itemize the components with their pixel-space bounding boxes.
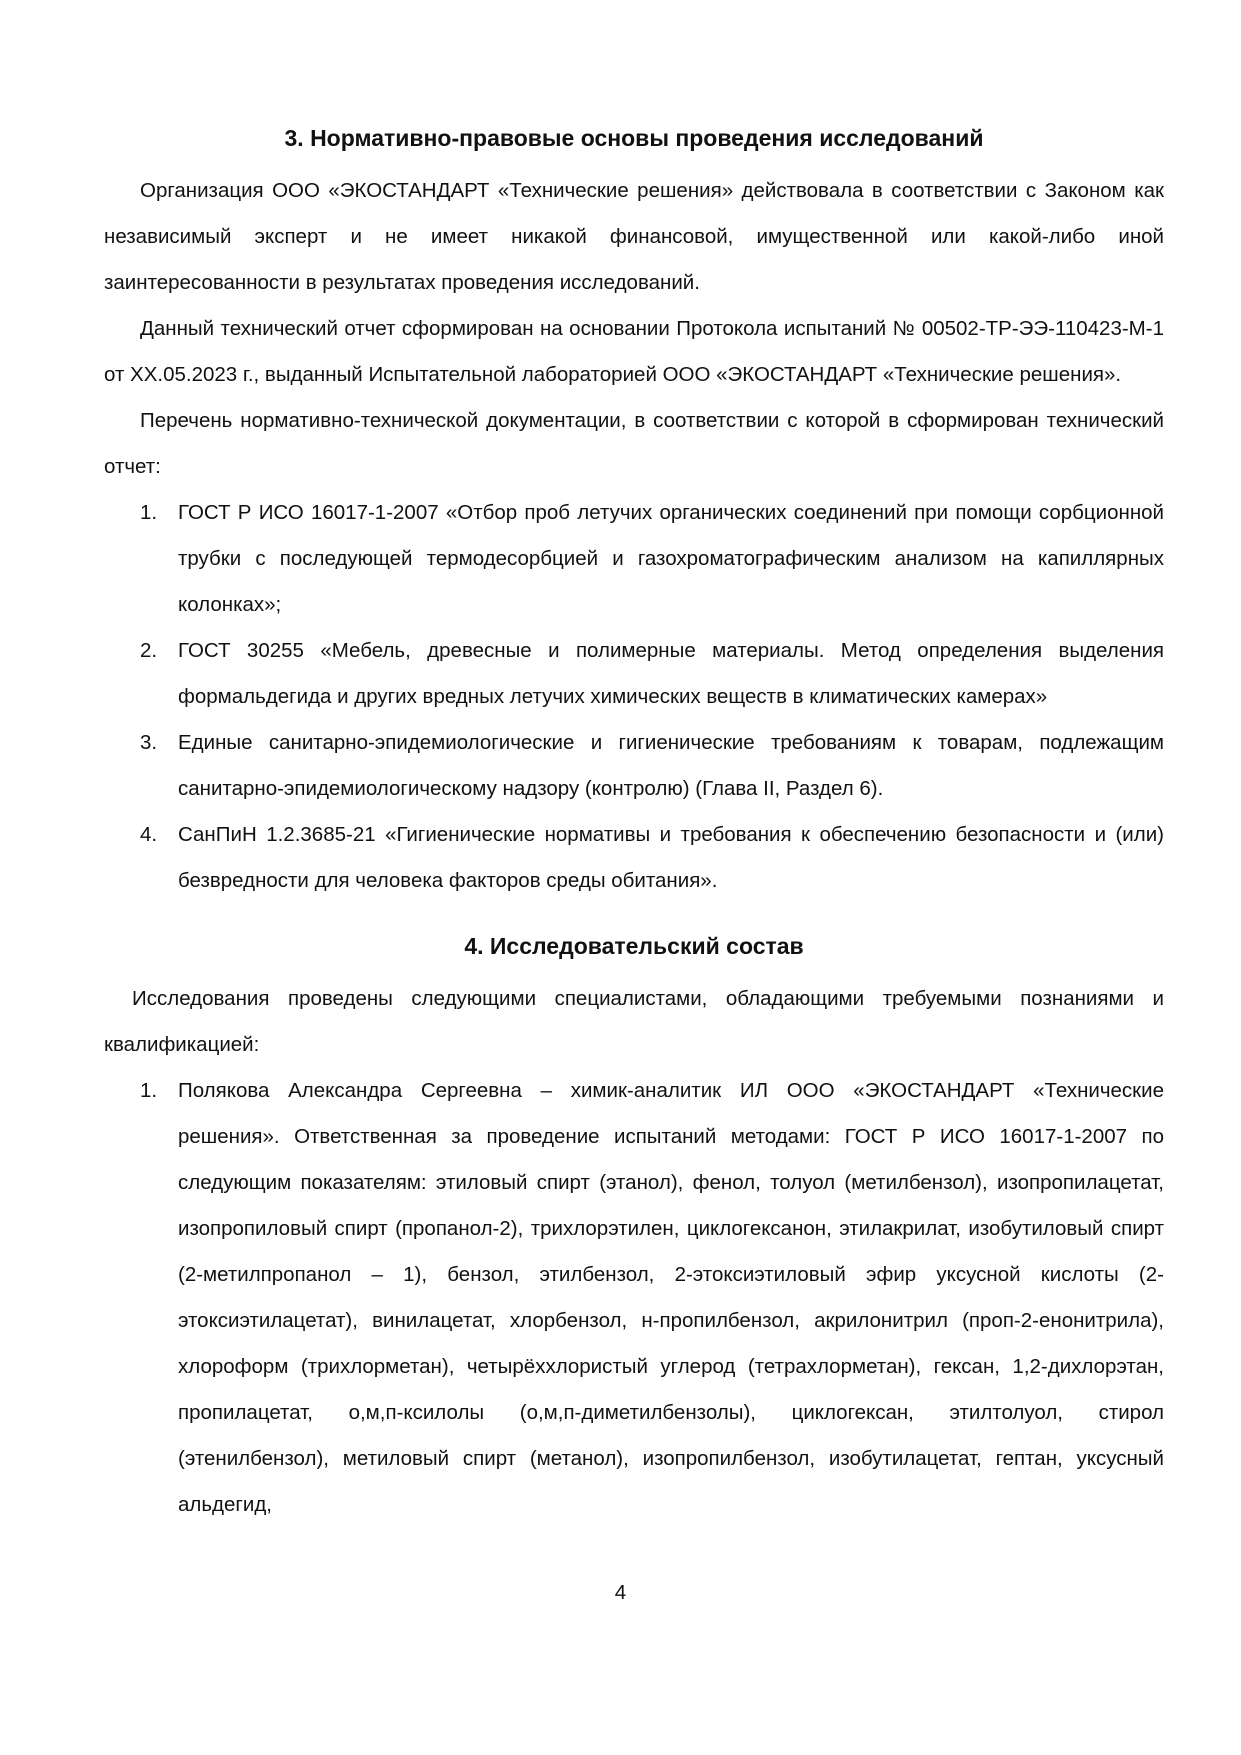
list-item-number: 1. bbox=[140, 501, 158, 524]
page-number: 4 bbox=[614, 1581, 627, 1604]
list-item-text: СанПиН 1.2.3685-21 «Гигиенические нормативы и требования к обеспечению безопасности и (или) безвредности для человека факторов среды обитания». bbox=[178, 823, 1164, 892]
list-item bbox=[104, 812, 1164, 904]
list-item-text: Полякова Александра Сергеевна – химик-аналитик ИЛ ООО «ЭКОСТАНДАРТ «Технические решения». Ответственная за проведение испытаний методами: ГОСТ Р ИСО 16017-1-2007 по следующим показателям: этиловый спирт (этанол), фенол, толуол (метилбензол), изопропилацетат, изопропиловый спирт (пропанол-2), трихлорэтилен, циклогексанон, этилакрилат, изобутиловый спирт (2-метилпропанол – 1), бензол, этилбензол, 2-этоксиэтиловый эфир уксусной кислоты (2-этоксиэтилацетат), винилацетат, хлорбензол, н-пропилбензол, акрилонитрил (проп-2-енонитрила), хлороформ (трихлорметан), четырёххлористый углерод (тетрахлорметан), гексан, 1,2-дихлорэтан, пропилацетат, о,м,п-ксилолы (о,м,п-диметилбензолы), циклогексан, этилтолуол, стирол (этенилбензол), метиловый спирт (метанол), изопропилбензол, изобутилацетат, гептан, уксусный альдегид, bbox=[178, 1079, 1164, 1516]
list-item bbox=[104, 720, 1164, 812]
list-item-text: Единые санитарно-эпидемиологические и гигиенические требованиям к товарам, подлежащим санитарно-эпидемиологическому надзору (контролю) (Глава II, Раздел 6). bbox=[178, 731, 1164, 800]
page-content bbox=[104, 118, 1164, 1528]
section-4-intro: Исследования проведены следующими специалистами, обладающими требуемыми познаниями и квалификацией: bbox=[104, 987, 1164, 1056]
list-item-number: 3. bbox=[140, 731, 158, 754]
list-item-number: 4. bbox=[140, 823, 158, 846]
list-item-text: ГОСТ 30255 «Мебель, древесные и полимерные материалы. Метод определения выделения формальдегида и других вредных летучих химических веществ в климатических камерах» bbox=[178, 639, 1164, 708]
list-item-text: ГОСТ Р ИСО 16017-1-2007 «Отбор проб летучих органических соединений при помощи сорбционной трубки с последующей термодесорбцией и газохроматографическим анализом на капиллярных колонках»; bbox=[178, 501, 1164, 616]
research-staff-list bbox=[104, 1068, 1164, 1528]
normative-documents-list bbox=[104, 490, 1164, 904]
list-item-number: 1. bbox=[140, 1079, 158, 1102]
section-3-paragraph: Организация ООО «ЭКОСТАНДАРТ «Технические решения» действовала в соответствии с Законом как независимый эксперт и не имеет никакой финансовой, имущественной или какой-либо иной заинтересованности в результатах проведения исследований. bbox=[104, 179, 1164, 294]
section-3-paragraph: Перечень нормативно-технической документации, в соответствии с которой в сформирован технический отчет: bbox=[104, 409, 1164, 478]
list-item bbox=[104, 628, 1164, 720]
section-3-paragraph: Данный технический отчет сформирован на основании Протокола испытаний № 00502-ТР-ЭЭ-110423-М-1 от ХХ.05.2023 г., выданный Испытательной лабораторией ООО «ЭКОСТАНДАРТ «Технические решения». bbox=[104, 317, 1164, 386]
list-item bbox=[104, 1068, 1164, 1528]
section-4-title: 4. Исследовательский состав bbox=[464, 933, 804, 959]
list-item-number: 2. bbox=[140, 639, 158, 662]
list-item bbox=[104, 490, 1164, 628]
section-3-title: 3. Нормативно-правовые основы проведения исследований bbox=[284, 125, 984, 151]
